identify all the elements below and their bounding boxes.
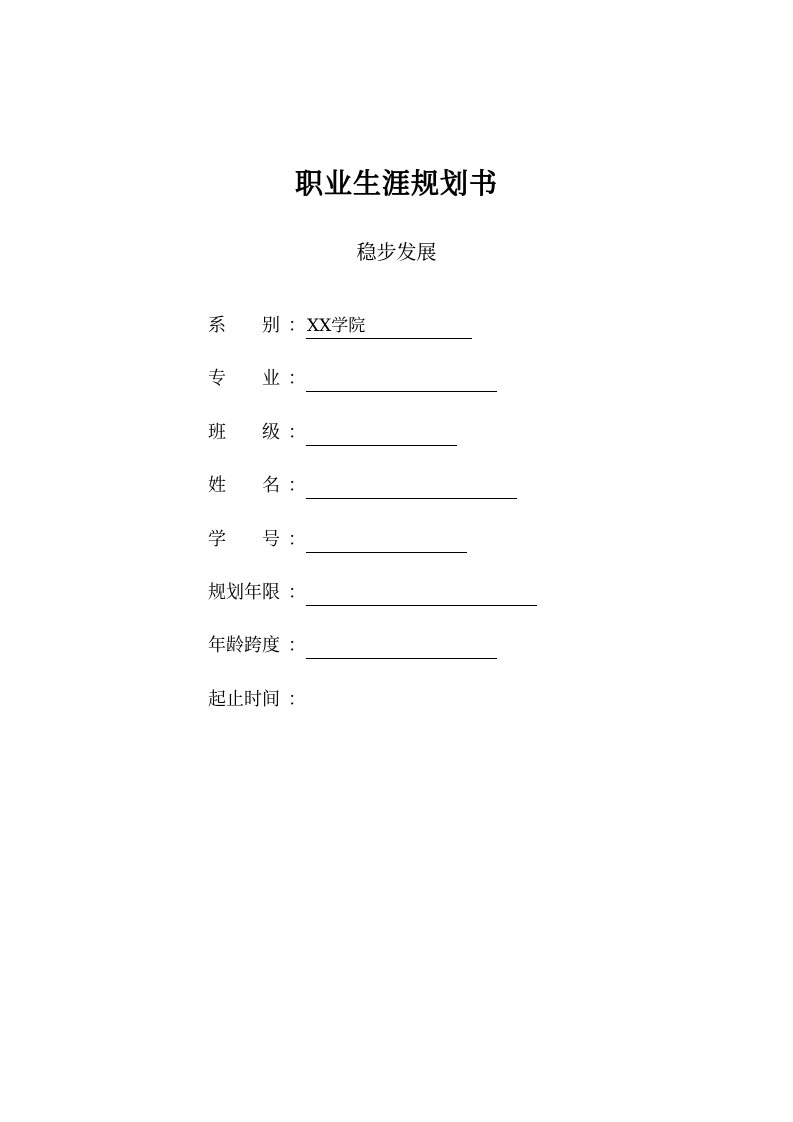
field-department [208,312,628,365]
field-major [208,365,628,418]
field-plan-years [208,579,628,632]
field-label: 专 业 ： [208,368,306,390]
field-name [208,472,628,525]
field-age-span [208,632,628,685]
document-title: 职业生涯规划书 [294,167,498,200]
field-period [208,686,628,739]
field-value-major[interactable] [306,365,497,392]
document-subtitle: 稳步发展 [356,240,437,264]
field-value-name[interactable] [306,472,517,499]
field-label: 起止时间 ： [208,688,306,710]
field-label: 班 级 ： [208,421,306,443]
field-student-id [208,526,628,579]
field-label: 学 号 ： [208,528,306,550]
field-label: 姓 名 ： [208,475,306,497]
field-value-student-id[interactable] [306,526,467,553]
field-class [208,419,628,472]
field-label: 年龄跨度 ： [208,635,306,657]
field-label: 系 别 ： [208,315,306,336]
field-value-period[interactable] [306,686,497,712]
field-value-class[interactable] [306,419,457,446]
field-value-age-span[interactable] [306,632,497,659]
info-fields [208,312,628,739]
field-value-plan-years[interactable] [306,579,537,606]
field-value-department[interactable]: XX学院 [306,312,472,339]
field-label: 规划年限 ： [208,581,306,603]
